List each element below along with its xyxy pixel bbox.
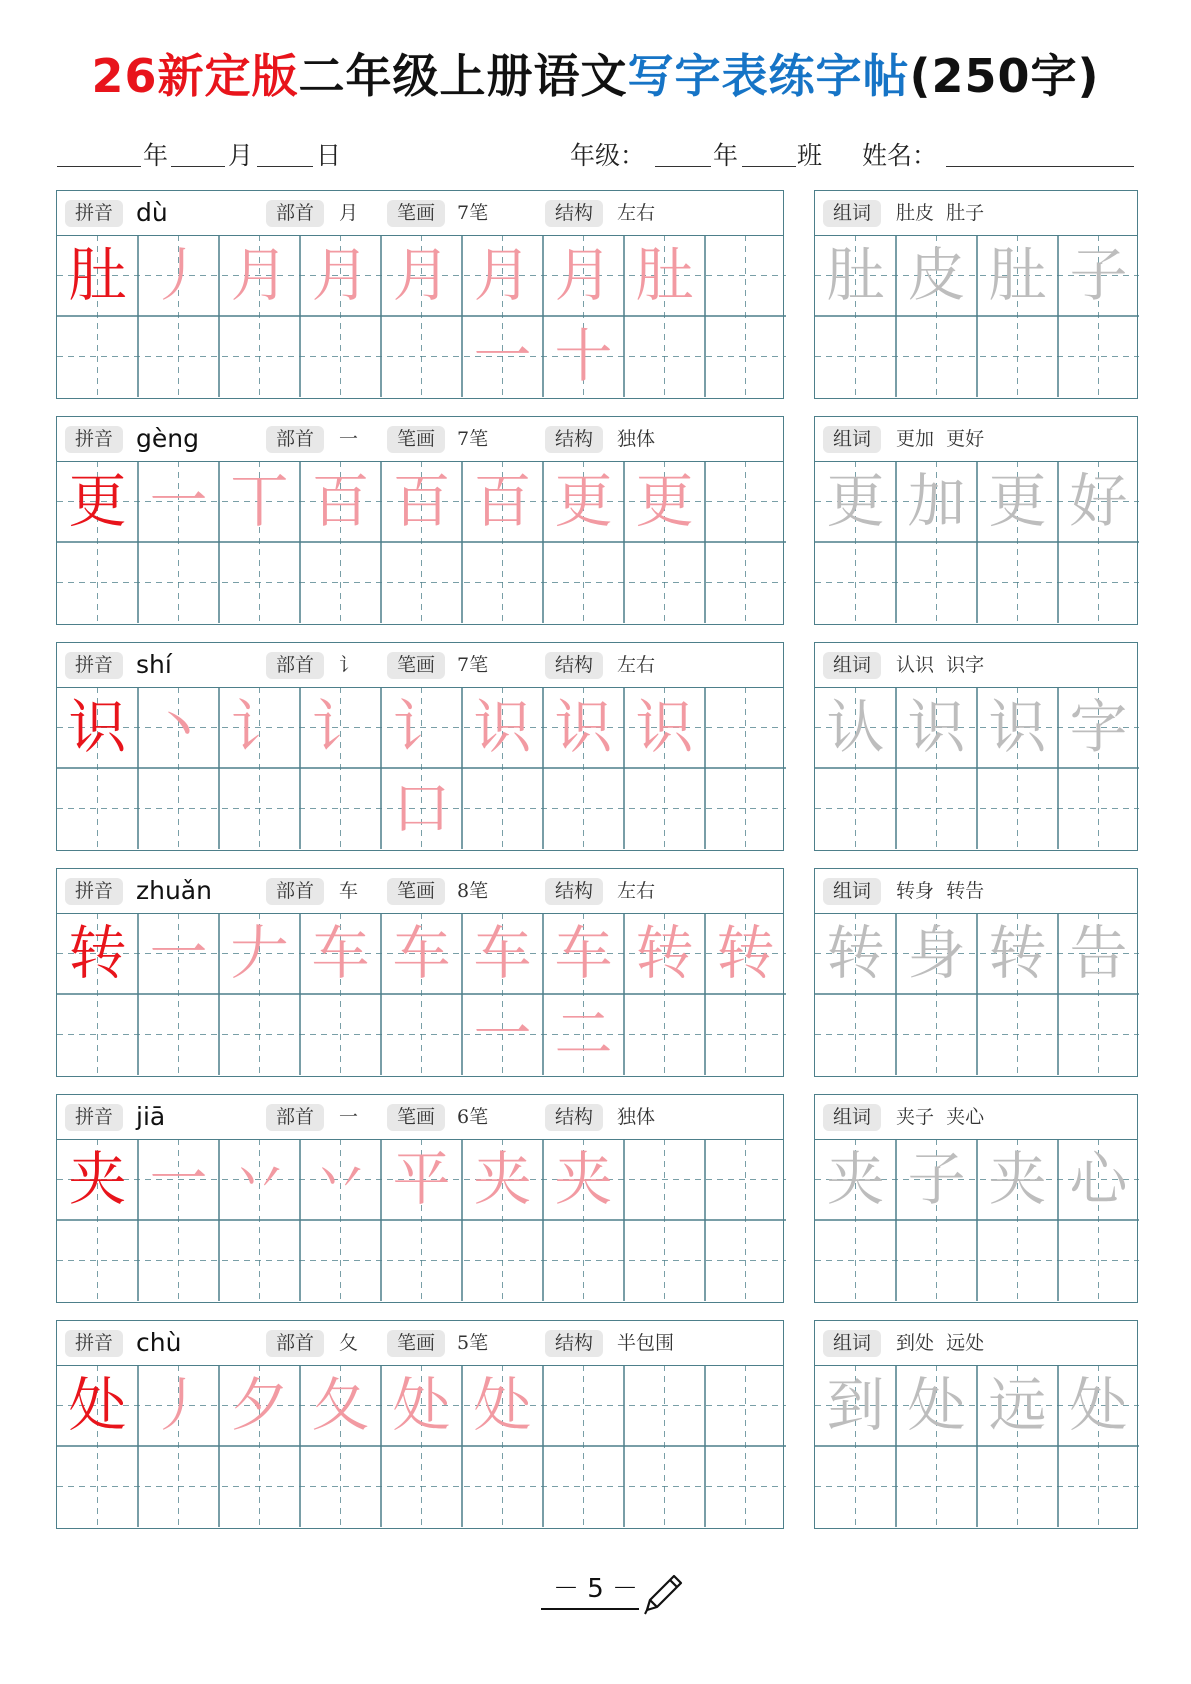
word-trace-character-cell[interactable] bbox=[896, 461, 977, 542]
radical-value: 讠 bbox=[339, 654, 359, 676]
year-blank[interactable] bbox=[57, 166, 141, 167]
stroke-order-step: 月 bbox=[311, 241, 370, 309]
structure-value: 半包围 bbox=[617, 1332, 675, 1354]
pinyin-tag: 拼音 bbox=[65, 200, 123, 227]
stroke-order-step: 识 bbox=[473, 693, 532, 761]
words-tag: 组词 bbox=[823, 1104, 881, 1131]
words-value: 夹子 夹心 bbox=[896, 1106, 985, 1128]
word-trace-character: 子 bbox=[907, 1145, 966, 1213]
structure-value: 独体 bbox=[617, 1106, 656, 1128]
word-trace-character: 到 bbox=[826, 1371, 885, 1439]
pinyin-value: gèng bbox=[136, 424, 199, 453]
stroke-order-step-cell[interactable] bbox=[624, 461, 705, 542]
structure-tag: 结构 bbox=[545, 1330, 603, 1357]
word-trace-character-cell[interactable] bbox=[1058, 461, 1139, 542]
word-trace-character-cell[interactable] bbox=[977, 913, 1058, 994]
stroke-order-step-cell[interactable] bbox=[381, 1365, 462, 1446]
strokes-value: 8笔 bbox=[457, 880, 489, 902]
word-block-6 bbox=[814, 1320, 1138, 1529]
word-info-bar bbox=[815, 417, 1137, 462]
strokes-tag: 笔画 bbox=[387, 1104, 445, 1131]
stroke-order-step-cell[interactable] bbox=[462, 1139, 543, 1220]
stroke-order-step: 讠 bbox=[230, 693, 289, 761]
practice-block-5 bbox=[56, 1094, 784, 1303]
pinyin-value: dù bbox=[136, 198, 168, 227]
word-trace-character-cell[interactable] bbox=[1058, 687, 1139, 768]
stroke-order-step-cell[interactable] bbox=[219, 1139, 300, 1220]
info-bar bbox=[57, 1321, 783, 1366]
class-blank[interactable] bbox=[742, 166, 796, 167]
radical-tag: 部首 bbox=[266, 200, 324, 227]
word-trace-character-cell[interactable] bbox=[815, 687, 896, 768]
day-blank[interactable] bbox=[257, 166, 313, 167]
year-label: 年 bbox=[143, 141, 169, 170]
word-block-4 bbox=[814, 868, 1138, 1077]
stroke-order-step: 识 bbox=[635, 693, 694, 761]
stroke-order-step-cell[interactable] bbox=[300, 1139, 381, 1220]
stroke-order-step: 平 bbox=[392, 1145, 451, 1213]
words-value: 更加 更好 bbox=[896, 428, 985, 450]
stroke-order-step: 一 bbox=[149, 919, 208, 987]
stroke-order-step-cell[interactable] bbox=[381, 913, 462, 994]
day-label: 日 bbox=[316, 141, 342, 170]
radical-value: 一 bbox=[339, 428, 359, 450]
main-character: 夹 bbox=[68, 1145, 127, 1213]
word-trace-character: 子 bbox=[1069, 241, 1128, 309]
stroke-order-step-cell[interactable] bbox=[624, 687, 705, 768]
main-character: 识 bbox=[68, 693, 127, 761]
pinyin-value: zhuǎn bbox=[136, 876, 212, 905]
stroke-order-step-cell[interactable] bbox=[543, 235, 624, 390]
word-trace-character-cell[interactable] bbox=[896, 1365, 977, 1446]
stroke-order-step: 夂 bbox=[311, 1371, 370, 1439]
word-trace-character: 转 bbox=[826, 919, 885, 987]
page-number: － 5 － bbox=[552, 1574, 639, 1604]
month-blank[interactable] bbox=[171, 166, 225, 167]
structure-tag: 结构 bbox=[545, 878, 603, 905]
words-value: 肚皮 肚子 bbox=[896, 202, 985, 224]
main-character: 更 bbox=[68, 467, 127, 535]
stroke-order-step-cell[interactable] bbox=[300, 913, 381, 994]
pinyin-value: chù bbox=[136, 1328, 182, 1357]
word-trace-character-cell[interactable] bbox=[896, 687, 977, 768]
stroke-order-step: 月十 bbox=[554, 241, 613, 390]
structure-tag: 结构 bbox=[545, 426, 603, 453]
main-character-cell[interactable] bbox=[57, 1365, 138, 1446]
words-value: 到处 远处 bbox=[896, 1332, 985, 1354]
title-count: (250字) bbox=[909, 49, 1100, 103]
stroke-order-step: 一 bbox=[149, 467, 208, 535]
stroke-order-step: 百 bbox=[473, 467, 532, 535]
title-edition: 26新定版 bbox=[91, 49, 299, 103]
structure-tag: 结构 bbox=[545, 200, 603, 227]
word-trace-character: 皮 bbox=[907, 241, 966, 309]
pinyin-tag: 拼音 bbox=[65, 426, 123, 453]
name-blank[interactable] bbox=[946, 166, 1134, 167]
stroke-order-step-cell[interactable] bbox=[543, 913, 624, 1068]
stroke-order-step: 处 bbox=[473, 1371, 532, 1439]
page-number-underline bbox=[541, 1608, 639, 1610]
stroke-order-step: 丿 bbox=[149, 241, 208, 309]
stroke-order-step: 一 bbox=[149, 1145, 208, 1213]
strokes-tag: 笔画 bbox=[387, 878, 445, 905]
word-block-1 bbox=[814, 190, 1138, 399]
stroke-order-step: 夕 bbox=[230, 1371, 289, 1439]
stroke-order-step-cell[interactable] bbox=[300, 461, 381, 542]
word-trace-character-cell[interactable] bbox=[1058, 913, 1139, 994]
radical-tag: 部首 bbox=[266, 878, 324, 905]
structure-value: 左右 bbox=[617, 880, 656, 902]
stroke-order-step: 百 bbox=[392, 467, 451, 535]
radical-value: 车 bbox=[339, 880, 359, 902]
stroke-order-step: 夹 bbox=[554, 1145, 613, 1213]
stroke-order-step: 肚 bbox=[635, 241, 694, 309]
word-trace-character-cell[interactable] bbox=[815, 1365, 896, 1446]
words-tag: 组词 bbox=[823, 200, 881, 227]
stroke-order-step: 丷 bbox=[311, 1145, 370, 1213]
word-trace-character: 告 bbox=[1069, 919, 1128, 987]
word-trace-character-cell[interactable] bbox=[1058, 1365, 1139, 1446]
stroke-order-step-cell[interactable] bbox=[138, 235, 219, 316]
stroke-order-step-cell[interactable] bbox=[381, 461, 462, 542]
info-bar bbox=[57, 869, 783, 914]
practice-block-3 bbox=[56, 642, 784, 851]
title-workbook: 写字表练字帖 bbox=[627, 49, 910, 103]
stroke-order-step: 讠 bbox=[311, 693, 370, 761]
page-title bbox=[0, 40, 1191, 106]
stroke-order-step-cell[interactable] bbox=[381, 687, 462, 842]
word-block-3 bbox=[814, 642, 1138, 851]
stroke-order-step-cell[interactable] bbox=[219, 1365, 300, 1446]
stroke-order-step-cell[interactable] bbox=[300, 1365, 381, 1446]
stroke-order-step: 月一 bbox=[473, 241, 532, 390]
stroke-order-step-cell[interactable] bbox=[462, 235, 543, 390]
strokes-tag: 笔画 bbox=[387, 200, 445, 227]
strokes-tag: 笔画 bbox=[387, 652, 445, 679]
practice-block-2 bbox=[56, 416, 784, 625]
radical-tag: 部首 bbox=[266, 1104, 324, 1131]
stroke-order-step: 月 bbox=[230, 241, 289, 309]
stroke-order-step: 车 bbox=[392, 919, 451, 987]
word-info-bar bbox=[815, 191, 1137, 236]
stroke-order-step-cell[interactable] bbox=[219, 913, 300, 994]
stroke-order-step-cell[interactable] bbox=[705, 913, 786, 994]
radical-value: 月 bbox=[339, 202, 359, 224]
pinyin-tag: 拼音 bbox=[65, 1104, 123, 1131]
word-info-bar bbox=[815, 643, 1137, 688]
word-block-5 bbox=[814, 1094, 1138, 1303]
word-trace-character-cell[interactable] bbox=[977, 461, 1058, 542]
word-trace-character-cell[interactable] bbox=[977, 687, 1058, 768]
word-trace-character: 字 bbox=[1069, 693, 1128, 761]
word-trace-character: 加 bbox=[907, 467, 966, 535]
stroke-order-step-cell[interactable] bbox=[219, 235, 300, 316]
grade-label: 年级： bbox=[570, 141, 646, 170]
info-bar bbox=[57, 1095, 783, 1140]
word-trace-character: 更 bbox=[988, 467, 1047, 535]
word-trace-character: 身 bbox=[907, 919, 966, 987]
stroke-order-step: 百 bbox=[311, 467, 370, 535]
main-character: 转 bbox=[68, 919, 127, 987]
stroke-order-step: 夹 bbox=[473, 1145, 532, 1213]
stroke-order-step: 转 bbox=[716, 919, 775, 987]
word-trace-character-cell[interactable] bbox=[1058, 1139, 1139, 1220]
word-trace-character-cell[interactable] bbox=[977, 235, 1058, 316]
main-character-cell[interactable] bbox=[57, 1139, 138, 1220]
word-trace-character-cell[interactable] bbox=[815, 235, 896, 316]
grade-year-label: 年 bbox=[713, 141, 739, 170]
stroke-order-step-cell[interactable] bbox=[462, 461, 543, 542]
word-trace-character-cell[interactable] bbox=[896, 1139, 977, 1220]
practice-block-6 bbox=[56, 1320, 784, 1529]
stroke-order-step-cell[interactable] bbox=[219, 687, 300, 768]
word-info-bar bbox=[815, 869, 1137, 914]
pen-icon bbox=[641, 1570, 687, 1616]
strokes-value: 6笔 bbox=[457, 1106, 489, 1128]
stroke-order-step-cell[interactable] bbox=[462, 1365, 543, 1446]
practice-block-1 bbox=[56, 190, 784, 399]
month-label: 月 bbox=[228, 141, 254, 170]
stroke-order-step-cell[interactable] bbox=[300, 235, 381, 316]
title-grade: 二年级上册语文 bbox=[298, 49, 628, 103]
strokes-value: 7笔 bbox=[457, 654, 489, 676]
stroke-order-step-cell[interactable] bbox=[543, 687, 624, 768]
stroke-order-step-cell[interactable] bbox=[462, 687, 543, 768]
class-label: 班 bbox=[797, 141, 823, 170]
stroke-order-step-cell[interactable] bbox=[543, 461, 624, 542]
word-trace-character-cell[interactable] bbox=[815, 461, 896, 542]
word-info-bar bbox=[815, 1321, 1137, 1366]
word-trace-character-cell[interactable] bbox=[977, 1365, 1058, 1446]
stroke-order-step: 更 bbox=[554, 467, 613, 535]
pinyin-value: shí bbox=[136, 650, 172, 679]
word-trace-character: 认 bbox=[826, 693, 885, 761]
info-bar bbox=[57, 191, 783, 236]
stroke-order-step: 车一 bbox=[473, 919, 532, 1068]
strokes-tag: 笔画 bbox=[387, 1330, 445, 1357]
stroke-order-step-cell[interactable] bbox=[381, 1139, 462, 1220]
main-character: 肚 bbox=[68, 241, 127, 309]
radical-tag: 部首 bbox=[266, 652, 324, 679]
word-trace-character: 好 bbox=[1069, 467, 1128, 535]
word-trace-character: 心 bbox=[1069, 1145, 1128, 1213]
pinyin-tag: 拼音 bbox=[65, 1330, 123, 1357]
word-trace-character: 肚 bbox=[988, 241, 1047, 309]
stroke-order-step: 识 bbox=[554, 693, 613, 761]
structure-value: 独体 bbox=[617, 428, 656, 450]
word-trace-character: 更 bbox=[826, 467, 885, 535]
word-trace-character: 肚 bbox=[826, 241, 885, 309]
word-trace-character: 识 bbox=[988, 693, 1047, 761]
words-value: 认识 识字 bbox=[896, 654, 985, 676]
stroke-order-step-cell[interactable] bbox=[138, 1365, 219, 1446]
radical-tag: 部首 bbox=[266, 1330, 324, 1357]
word-trace-character: 处 bbox=[907, 1371, 966, 1439]
word-trace-character-cell[interactable] bbox=[815, 913, 896, 994]
stroke-order-step: 丶 bbox=[149, 693, 208, 761]
pinyin-tag: 拼音 bbox=[65, 878, 123, 905]
word-trace-character-cell[interactable] bbox=[1058, 235, 1139, 316]
word-trace-character-cell[interactable] bbox=[896, 235, 977, 316]
stroke-order-step: 丷 bbox=[230, 1145, 289, 1213]
word-trace-character-cell[interactable] bbox=[815, 1139, 896, 1220]
stroke-order-step: 车 bbox=[311, 919, 370, 987]
words-tag: 组词 bbox=[823, 1330, 881, 1357]
structure-value: 左右 bbox=[617, 202, 656, 224]
stroke-order-step: 讠口 bbox=[392, 693, 451, 842]
strokes-value: 5笔 bbox=[457, 1332, 489, 1354]
radical-value: 夂 bbox=[339, 1332, 359, 1354]
stroke-order-step: 更 bbox=[635, 467, 694, 535]
stroke-order-step-cell[interactable] bbox=[543, 1139, 624, 1220]
info-bar bbox=[57, 643, 783, 688]
main-character-cell[interactable] bbox=[57, 687, 138, 768]
word-trace-character: 夹 bbox=[988, 1145, 1047, 1213]
stroke-order-step-cell[interactable] bbox=[138, 687, 219, 768]
words-tag: 组词 bbox=[823, 426, 881, 453]
word-trace-character: 识 bbox=[907, 693, 966, 761]
stroke-order-step-cell[interactable] bbox=[138, 461, 219, 542]
stroke-order-step-cell[interactable] bbox=[624, 913, 705, 994]
stroke-order-step-cell[interactable] bbox=[138, 913, 219, 994]
stroke-order-step: 月 bbox=[392, 241, 451, 309]
word-trace-character-cell[interactable] bbox=[896, 913, 977, 994]
pinyin-tag: 拼音 bbox=[65, 652, 123, 679]
stroke-order-step: 处 bbox=[392, 1371, 451, 1439]
radical-value: 一 bbox=[339, 1106, 359, 1128]
stroke-order-step-cell[interactable] bbox=[624, 235, 705, 316]
radical-tag: 部首 bbox=[266, 426, 324, 453]
word-info-bar bbox=[815, 1095, 1137, 1140]
main-character: 处 bbox=[68, 1371, 127, 1439]
strokes-tag: 笔画 bbox=[387, 426, 445, 453]
word-trace-character: 远 bbox=[988, 1371, 1047, 1439]
stroke-order-step-cell[interactable] bbox=[462, 913, 543, 1068]
word-block-2 bbox=[814, 416, 1138, 625]
main-character-cell[interactable] bbox=[57, 461, 138, 542]
words-tag: 组词 bbox=[823, 878, 881, 905]
stroke-order-step-cell[interactable] bbox=[138, 1139, 219, 1220]
stroke-order-step-cell[interactable] bbox=[219, 461, 300, 542]
practice-block-4 bbox=[56, 868, 784, 1077]
words-value: 转身 转告 bbox=[896, 880, 985, 902]
word-trace-character: 处 bbox=[1069, 1371, 1128, 1439]
main-character-cell[interactable] bbox=[57, 235, 138, 316]
grade-blank[interactable] bbox=[655, 166, 711, 167]
word-trace-character: 夹 bbox=[826, 1145, 885, 1213]
stroke-order-step: 丿 bbox=[149, 1371, 208, 1439]
stroke-order-step-cell[interactable] bbox=[381, 235, 462, 316]
pinyin-value: jiā bbox=[136, 1102, 166, 1131]
structure-tag: 结构 bbox=[545, 652, 603, 679]
stroke-order-step-cell[interactable] bbox=[300, 687, 381, 768]
words-tag: 组词 bbox=[823, 652, 881, 679]
stroke-order-step: 丅 bbox=[230, 467, 289, 535]
word-trace-character: 转 bbox=[988, 919, 1047, 987]
structure-tag: 结构 bbox=[545, 1104, 603, 1131]
word-trace-character-cell[interactable] bbox=[977, 1139, 1058, 1220]
stroke-order-step: 𠂇 bbox=[230, 919, 289, 987]
strokes-value: 7笔 bbox=[457, 202, 489, 224]
info-bar bbox=[57, 417, 783, 462]
name-label: 姓名： bbox=[862, 141, 938, 170]
strokes-value: 7笔 bbox=[457, 428, 489, 450]
main-character-cell[interactable] bbox=[57, 913, 138, 994]
structure-value: 左右 bbox=[617, 654, 656, 676]
stroke-order-step: 车二 bbox=[554, 919, 613, 1068]
stroke-order-step: 转 bbox=[635, 919, 694, 987]
